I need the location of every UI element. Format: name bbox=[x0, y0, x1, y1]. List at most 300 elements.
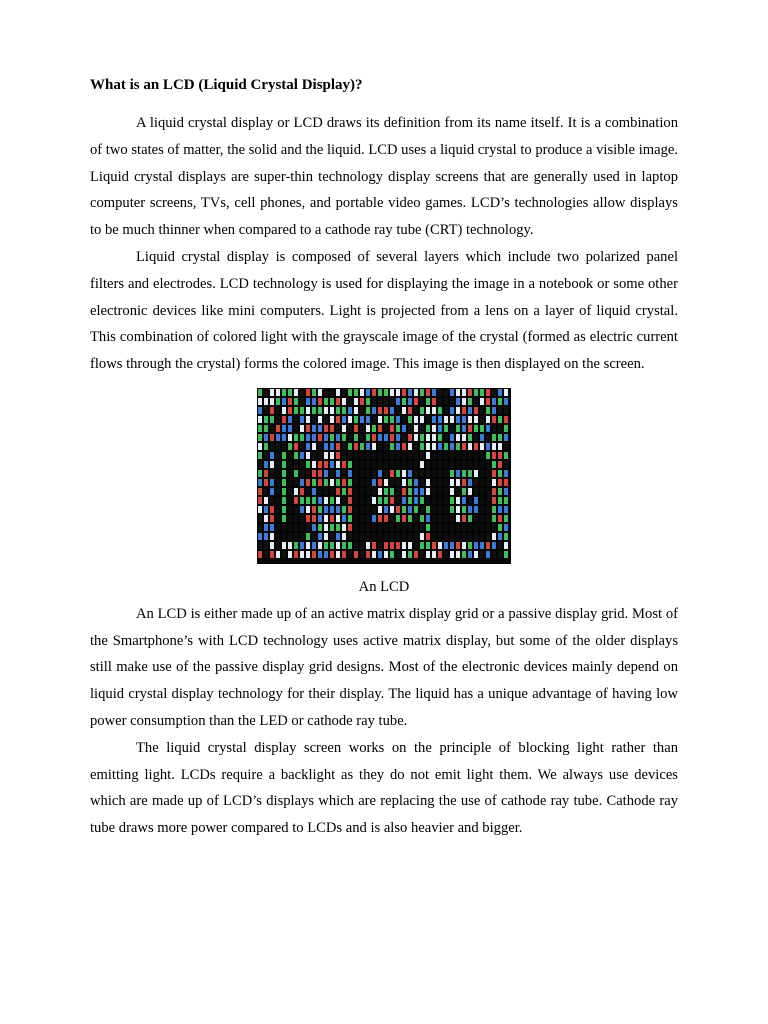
subpixel bbox=[354, 542, 358, 549]
subpixel bbox=[396, 479, 400, 486]
subpixel bbox=[312, 497, 316, 504]
subpixel bbox=[264, 389, 268, 396]
subpixel bbox=[270, 398, 274, 405]
subpixel bbox=[498, 389, 502, 396]
subpixel bbox=[396, 488, 400, 495]
subpixel bbox=[498, 515, 502, 522]
subpixel bbox=[402, 533, 406, 540]
subpixel bbox=[468, 461, 472, 468]
subpixel bbox=[282, 515, 286, 522]
subpixel bbox=[444, 524, 448, 531]
subpixel bbox=[264, 461, 268, 468]
subpixel bbox=[354, 407, 358, 414]
subpixel bbox=[486, 452, 490, 459]
subpixel bbox=[450, 479, 454, 486]
subpixel bbox=[336, 434, 340, 441]
subpixel bbox=[498, 434, 502, 441]
subpixel bbox=[444, 533, 448, 540]
subpixel bbox=[300, 542, 304, 549]
subpixel bbox=[306, 425, 310, 432]
subpixel bbox=[414, 515, 418, 522]
subpixel bbox=[264, 524, 268, 531]
subpixel bbox=[354, 425, 358, 432]
subpixel bbox=[444, 452, 448, 459]
subpixel bbox=[444, 479, 448, 486]
subpixel bbox=[276, 461, 280, 468]
subpixel bbox=[384, 506, 388, 513]
subpixel bbox=[270, 407, 274, 414]
subpixel bbox=[432, 407, 436, 414]
subpixel bbox=[372, 479, 376, 486]
subpixel bbox=[354, 533, 358, 540]
subpixel bbox=[288, 443, 292, 450]
subpixel bbox=[288, 434, 292, 441]
subpixel bbox=[372, 425, 376, 432]
subpixel bbox=[396, 425, 400, 432]
subpixel bbox=[486, 425, 490, 432]
subpixel bbox=[504, 389, 508, 396]
subpixel bbox=[372, 407, 376, 414]
subpixel bbox=[492, 389, 496, 396]
subpixel bbox=[402, 398, 406, 405]
subpixel bbox=[360, 515, 364, 522]
subpixel bbox=[492, 416, 496, 423]
subpixel bbox=[408, 398, 412, 405]
subpixel bbox=[258, 524, 262, 531]
subpixel bbox=[444, 497, 448, 504]
subpixel bbox=[402, 551, 406, 558]
subpixel bbox=[342, 416, 346, 423]
subpixel bbox=[414, 452, 418, 459]
subpixel bbox=[342, 488, 346, 495]
subpixel bbox=[324, 425, 328, 432]
subpixel bbox=[294, 533, 298, 540]
subpixel bbox=[354, 461, 358, 468]
subpixel bbox=[288, 398, 292, 405]
subpixel bbox=[396, 497, 400, 504]
subpixel bbox=[378, 416, 382, 423]
subpixel bbox=[366, 533, 370, 540]
subpixel bbox=[414, 425, 418, 432]
subpixel bbox=[348, 551, 352, 558]
subpixel bbox=[366, 542, 370, 549]
subpixel bbox=[324, 533, 328, 540]
subpixel bbox=[366, 452, 370, 459]
subpixel bbox=[432, 551, 436, 558]
subpixel bbox=[348, 515, 352, 522]
subpixel bbox=[420, 488, 424, 495]
subpixel bbox=[396, 506, 400, 513]
subpixel bbox=[402, 470, 406, 477]
subpixel bbox=[366, 479, 370, 486]
subpixel bbox=[456, 443, 460, 450]
subpixel bbox=[336, 497, 340, 504]
subpixel bbox=[360, 398, 364, 405]
subpixel bbox=[492, 542, 496, 549]
subpixel bbox=[444, 398, 448, 405]
subpixel bbox=[498, 497, 502, 504]
subpixel bbox=[288, 452, 292, 459]
subpixel bbox=[480, 389, 484, 396]
subpixel bbox=[462, 515, 466, 522]
subpixel bbox=[444, 443, 448, 450]
subpixel bbox=[486, 542, 490, 549]
subpixel bbox=[384, 524, 388, 531]
subpixel bbox=[348, 506, 352, 513]
subpixel bbox=[504, 551, 508, 558]
subpixel bbox=[402, 416, 406, 423]
subpixel bbox=[504, 452, 508, 459]
subpixel bbox=[294, 515, 298, 522]
subpixel bbox=[318, 542, 322, 549]
subpixel bbox=[300, 425, 304, 432]
subpixel bbox=[438, 479, 442, 486]
subpixel bbox=[402, 488, 406, 495]
subpixel bbox=[450, 470, 454, 477]
subpixel bbox=[480, 434, 484, 441]
subpixel bbox=[402, 389, 406, 396]
subpixel bbox=[438, 407, 442, 414]
subpixel bbox=[348, 425, 352, 432]
subpixel bbox=[384, 515, 388, 522]
subpixel bbox=[456, 389, 460, 396]
subpixel bbox=[378, 434, 382, 441]
paragraph-3: An LCD is either made up of an active matrix display grid or a passive display grid. Most of the Smartphone’s with LCD technology uses active matrix display, but some of the older displays still make use of the passive display grid designs. Most of the electronic devices mainly depend on liquid crystal display technology for their display. The liquid has a unique advantage of having low power consumption than the LED or cathode ray tube. bbox=[90, 605, 678, 729]
subpixel bbox=[486, 524, 490, 531]
subpixel bbox=[270, 542, 274, 549]
subpixel bbox=[378, 551, 382, 558]
subpixel bbox=[450, 443, 454, 450]
subpixel bbox=[408, 407, 412, 414]
subpixel bbox=[360, 506, 364, 513]
subpixel bbox=[378, 470, 382, 477]
subpixel bbox=[330, 434, 334, 441]
subpixel bbox=[306, 497, 310, 504]
subpixel bbox=[372, 542, 376, 549]
subpixel bbox=[408, 524, 412, 531]
subpixel bbox=[414, 497, 418, 504]
subpixel bbox=[474, 479, 478, 486]
subpixel bbox=[312, 515, 316, 522]
subpixel bbox=[432, 542, 436, 549]
paragraph-4: The liquid crystal display screen works on the principle of blocking light rather than emitting light. LCDs require a backlight as they do not emit light them. We always use devices which are made up of LCD’s displays which are replacing the use of cathode ray tube. Cathode ray tube draws more power compared to LCDs and is also heavier and bigger. bbox=[90, 739, 678, 837]
subpixel bbox=[276, 389, 280, 396]
subpixel bbox=[378, 398, 382, 405]
subpixel bbox=[474, 524, 478, 531]
subpixel bbox=[312, 524, 316, 531]
subpixel bbox=[360, 416, 364, 423]
subpixel bbox=[408, 497, 412, 504]
subpixel bbox=[462, 443, 466, 450]
subpixel bbox=[402, 434, 406, 441]
lcd-pixel-graphic bbox=[257, 388, 511, 564]
subpixel bbox=[312, 434, 316, 441]
subpixel bbox=[330, 443, 334, 450]
subpixel bbox=[438, 524, 442, 531]
subpixel bbox=[318, 452, 322, 459]
subpixel bbox=[450, 398, 454, 405]
subpixel bbox=[402, 443, 406, 450]
subpixel bbox=[396, 515, 400, 522]
subpixel bbox=[372, 416, 376, 423]
subpixel bbox=[504, 434, 508, 441]
subpixel bbox=[384, 398, 388, 405]
subpixel bbox=[264, 407, 268, 414]
subpixel bbox=[306, 515, 310, 522]
subpixel bbox=[390, 443, 394, 450]
subpixel bbox=[288, 542, 292, 549]
subpixel bbox=[348, 434, 352, 441]
subpixel bbox=[456, 551, 460, 558]
subpixel bbox=[336, 416, 340, 423]
subpixel bbox=[330, 425, 334, 432]
subpixel bbox=[348, 461, 352, 468]
subpixel bbox=[378, 542, 382, 549]
subpixel bbox=[318, 497, 322, 504]
subpixel bbox=[468, 398, 472, 405]
subpixel bbox=[402, 461, 406, 468]
subpixel bbox=[342, 470, 346, 477]
subpixel bbox=[414, 434, 418, 441]
subpixel bbox=[474, 452, 478, 459]
subpixel bbox=[366, 470, 370, 477]
subpixel bbox=[336, 533, 340, 540]
subpixel bbox=[432, 506, 436, 513]
subpixel bbox=[318, 389, 322, 396]
subpixel bbox=[492, 398, 496, 405]
subpixel bbox=[342, 515, 346, 522]
subpixel bbox=[306, 479, 310, 486]
subpixel bbox=[312, 425, 316, 432]
subpixel bbox=[432, 452, 436, 459]
subpixel bbox=[438, 497, 442, 504]
subpixel bbox=[504, 488, 508, 495]
subpixel bbox=[258, 461, 262, 468]
subpixel bbox=[438, 533, 442, 540]
subpixel bbox=[282, 506, 286, 513]
subpixel bbox=[282, 407, 286, 414]
subpixel bbox=[258, 515, 262, 522]
subpixel bbox=[456, 506, 460, 513]
subpixel bbox=[288, 479, 292, 486]
subpixel bbox=[444, 551, 448, 558]
subpixel bbox=[324, 452, 328, 459]
subpixel bbox=[486, 506, 490, 513]
subpixel bbox=[486, 461, 490, 468]
subpixel bbox=[474, 425, 478, 432]
subpixel bbox=[420, 515, 424, 522]
subpixel bbox=[360, 470, 364, 477]
subpixel bbox=[414, 443, 418, 450]
subpixel bbox=[258, 497, 262, 504]
subpixel bbox=[402, 515, 406, 522]
subpixel bbox=[366, 497, 370, 504]
subpixel bbox=[276, 506, 280, 513]
subpixel bbox=[420, 425, 424, 432]
subpixel bbox=[312, 389, 316, 396]
subpixel bbox=[444, 506, 448, 513]
subpixel bbox=[378, 533, 382, 540]
subpixel bbox=[300, 407, 304, 414]
subpixel bbox=[306, 533, 310, 540]
subpixel bbox=[378, 506, 382, 513]
subpixel bbox=[294, 488, 298, 495]
subpixel bbox=[414, 416, 418, 423]
subpixel bbox=[354, 470, 358, 477]
subpixel bbox=[432, 515, 436, 522]
subpixel bbox=[276, 515, 280, 522]
subpixel bbox=[336, 488, 340, 495]
subpixel bbox=[396, 452, 400, 459]
subpixel bbox=[348, 389, 352, 396]
subpixel bbox=[432, 389, 436, 396]
subpixel bbox=[384, 443, 388, 450]
subpixel bbox=[270, 416, 274, 423]
subpixel bbox=[324, 515, 328, 522]
subpixel bbox=[282, 497, 286, 504]
subpixel bbox=[474, 416, 478, 423]
subpixel bbox=[426, 551, 430, 558]
subpixel bbox=[294, 479, 298, 486]
subpixel bbox=[306, 461, 310, 468]
subpixel bbox=[360, 443, 364, 450]
subpixel bbox=[354, 434, 358, 441]
subpixel bbox=[432, 434, 436, 441]
subpixel bbox=[498, 470, 502, 477]
subpixel bbox=[444, 488, 448, 495]
subpixel bbox=[462, 452, 466, 459]
subpixel bbox=[468, 443, 472, 450]
subpixel bbox=[456, 488, 460, 495]
subpixel bbox=[300, 389, 304, 396]
subpixel bbox=[300, 515, 304, 522]
subpixel bbox=[420, 533, 424, 540]
subpixel bbox=[270, 515, 274, 522]
subpixel bbox=[492, 479, 496, 486]
subpixel bbox=[342, 551, 346, 558]
subpixel bbox=[288, 524, 292, 531]
subpixel bbox=[372, 524, 376, 531]
subpixel bbox=[282, 389, 286, 396]
subpixel bbox=[474, 542, 478, 549]
subpixel bbox=[492, 497, 496, 504]
subpixel bbox=[282, 461, 286, 468]
subpixel bbox=[408, 542, 412, 549]
subpixel bbox=[426, 488, 430, 495]
subpixel bbox=[414, 470, 418, 477]
subpixel bbox=[480, 542, 484, 549]
subpixel bbox=[372, 551, 376, 558]
subpixel bbox=[444, 434, 448, 441]
subpixel bbox=[360, 497, 364, 504]
subpixel bbox=[480, 515, 484, 522]
subpixel bbox=[492, 470, 496, 477]
subpixel bbox=[468, 434, 472, 441]
subpixel bbox=[456, 524, 460, 531]
subpixel bbox=[414, 533, 418, 540]
subpixel bbox=[426, 533, 430, 540]
subpixel bbox=[336, 524, 340, 531]
subpixel bbox=[408, 533, 412, 540]
subpixel bbox=[324, 479, 328, 486]
subpixel bbox=[330, 524, 334, 531]
subpixel bbox=[426, 407, 430, 414]
subpixel bbox=[288, 407, 292, 414]
subpixel bbox=[426, 398, 430, 405]
subpixel bbox=[330, 407, 334, 414]
subpixel bbox=[390, 497, 394, 504]
subpixel bbox=[294, 470, 298, 477]
subpixel bbox=[426, 452, 430, 459]
subpixel bbox=[486, 407, 490, 414]
subpixel bbox=[474, 443, 478, 450]
subpixel bbox=[378, 452, 382, 459]
subpixel bbox=[390, 470, 394, 477]
subpixel bbox=[474, 488, 478, 495]
subpixel bbox=[270, 434, 274, 441]
subpixel bbox=[384, 425, 388, 432]
subpixel bbox=[366, 461, 370, 468]
subpixel bbox=[354, 398, 358, 405]
subpixel bbox=[372, 452, 376, 459]
subpixel bbox=[294, 416, 298, 423]
subpixel bbox=[498, 461, 502, 468]
subpixel bbox=[264, 479, 268, 486]
subpixel bbox=[378, 461, 382, 468]
subpixel bbox=[258, 443, 262, 450]
subpixel bbox=[300, 488, 304, 495]
subpixel bbox=[474, 461, 478, 468]
subpixel bbox=[276, 533, 280, 540]
subpixel bbox=[258, 488, 262, 495]
subpixel bbox=[324, 497, 328, 504]
subpixel bbox=[396, 398, 400, 405]
subpixel bbox=[294, 389, 298, 396]
subpixel bbox=[456, 425, 460, 432]
subpixel bbox=[378, 443, 382, 450]
subpixel bbox=[294, 461, 298, 468]
subpixel bbox=[390, 398, 394, 405]
subpixel bbox=[420, 389, 424, 396]
subpixel bbox=[276, 542, 280, 549]
subpixel bbox=[450, 434, 454, 441]
subpixel bbox=[330, 542, 334, 549]
subpixel bbox=[288, 551, 292, 558]
subpixel bbox=[348, 398, 352, 405]
subpixel bbox=[306, 524, 310, 531]
subpixel bbox=[318, 398, 322, 405]
subpixel bbox=[282, 452, 286, 459]
subpixel bbox=[258, 452, 262, 459]
subpixel bbox=[438, 389, 442, 396]
subpixel bbox=[408, 434, 412, 441]
subpixel bbox=[396, 461, 400, 468]
subpixel bbox=[366, 488, 370, 495]
subpixel bbox=[444, 542, 448, 549]
subpixel bbox=[444, 461, 448, 468]
subpixel bbox=[294, 542, 298, 549]
subpixel bbox=[462, 524, 466, 531]
subpixel bbox=[300, 461, 304, 468]
subpixel bbox=[456, 542, 460, 549]
subpixel bbox=[318, 407, 322, 414]
subpixel bbox=[348, 443, 352, 450]
subpixel bbox=[300, 434, 304, 441]
subpixel bbox=[444, 407, 448, 414]
subpixel bbox=[354, 479, 358, 486]
subpixel bbox=[492, 524, 496, 531]
subpixel bbox=[468, 416, 472, 423]
